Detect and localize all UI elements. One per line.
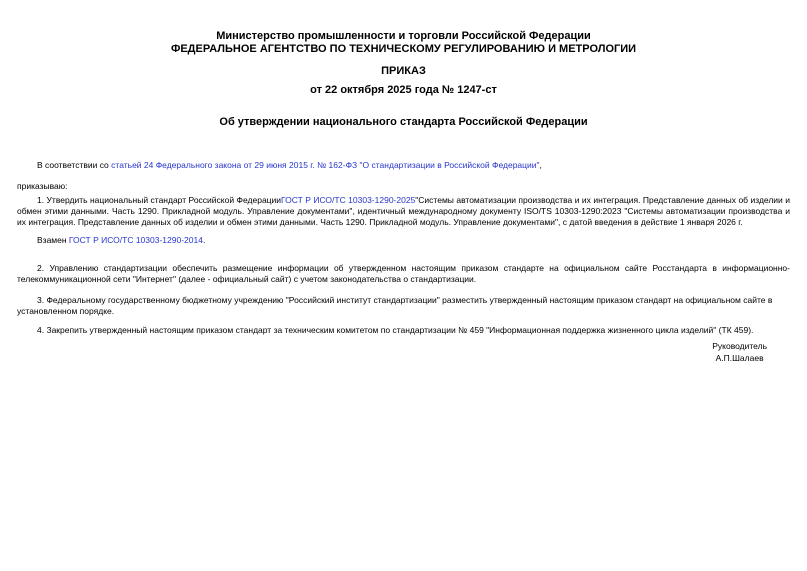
document-header bbox=[0, 0, 807, 129]
signer-position: Руководитель bbox=[712, 341, 767, 351]
federal-law-162-link[interactable]: статьей 24 Федерального закона от 29 июня 2015 г. № 162-ФЗ "О стандартизации в Российской Федерации" bbox=[111, 160, 540, 170]
ministry-line: Министерство промышленности и торговли Российской Федерации bbox=[216, 30, 591, 42]
intro-paragraph bbox=[17, 160, 790, 171]
signer-name: А.П.Шалаев bbox=[715, 353, 764, 363]
paragraph-1 bbox=[17, 195, 790, 228]
p1-prefix-text: 1. Утвердить национальный стандарт Российской Федерации bbox=[37, 195, 282, 205]
intro-prefix-text: В соответствии со bbox=[37, 160, 112, 170]
prikaz-word: приказываю: bbox=[17, 181, 68, 191]
doc-title: Об утверждении национального стандарта Российской Федерации bbox=[219, 116, 588, 128]
p1-suffix-text: "Системы автоматизации производства и их интеграция. Представление данных об изделии и обмен этими данными. Часть 1290. Прикладной модуль. Управление документами", идентичный международному документу ISO/TS 10303-1290:2023 "Системы автоматизации производства и их интеграция. Представление данных об изделии и обмен этими данными. Часть 1290. Прикладной модуль. Управление документами", с датой введения в действие 1 января 2026 г. bbox=[17, 195, 790, 227]
vzamen-prefix-text: Взамен bbox=[37, 235, 69, 245]
signature-block bbox=[712, 340, 767, 364]
vzamen-suffix-text: . bbox=[202, 235, 206, 245]
paragraph-2: 2. Управлению стандартизации обеспечить размещение информации об утвержденном настоящим приказом стандарте на официальном сайте Росстандарта в информационно-телекоммуникационной сети "Интернет" (далее - официальный сайт) с учетом законодательства о стандартизации. bbox=[17, 263, 790, 284]
paragraph-3: 3. Федеральному государственному бюджетному учреждению "Российский институт стандартизации" разместить утвержденный настоящим приказом стандарт на официальном сайте в установленном порядке. bbox=[17, 295, 773, 316]
intro-suffix-text: , bbox=[539, 160, 542, 170]
doc-type-label: ПРИКАЗ bbox=[381, 65, 426, 77]
gost-r-iso-ts-10303-1290-2014-link[interactable]: ГОСТ Р ИСО/ТС 10303-1290-2014 bbox=[68, 235, 203, 245]
paragraph-4: 4. Закрепить утвержденный настоящим приказом стандарт за техническим комитетом по стандартизации № 459 "Информационная поддержка жизненного цикла изделий" (ТК 459). bbox=[37, 325, 754, 335]
agency-line: ФЕДЕРАЛЬНОЕ АГЕНТСТВО ПО ТЕХНИЧЕСКОМУ РЕГУЛИРОВАНИЮ И МЕТРОЛОГИИ bbox=[170, 43, 637, 55]
document-body bbox=[17, 160, 790, 336]
vzamen-paragraph bbox=[17, 235, 790, 246]
doc-date-number: от 22 октября 2025 года № 1247-ст bbox=[310, 84, 497, 96]
gost-r-iso-ts-10303-1290-2025-link[interactable]: ГОСТ Р ИСО/ТС 10303-1290-2025 bbox=[281, 195, 416, 205]
